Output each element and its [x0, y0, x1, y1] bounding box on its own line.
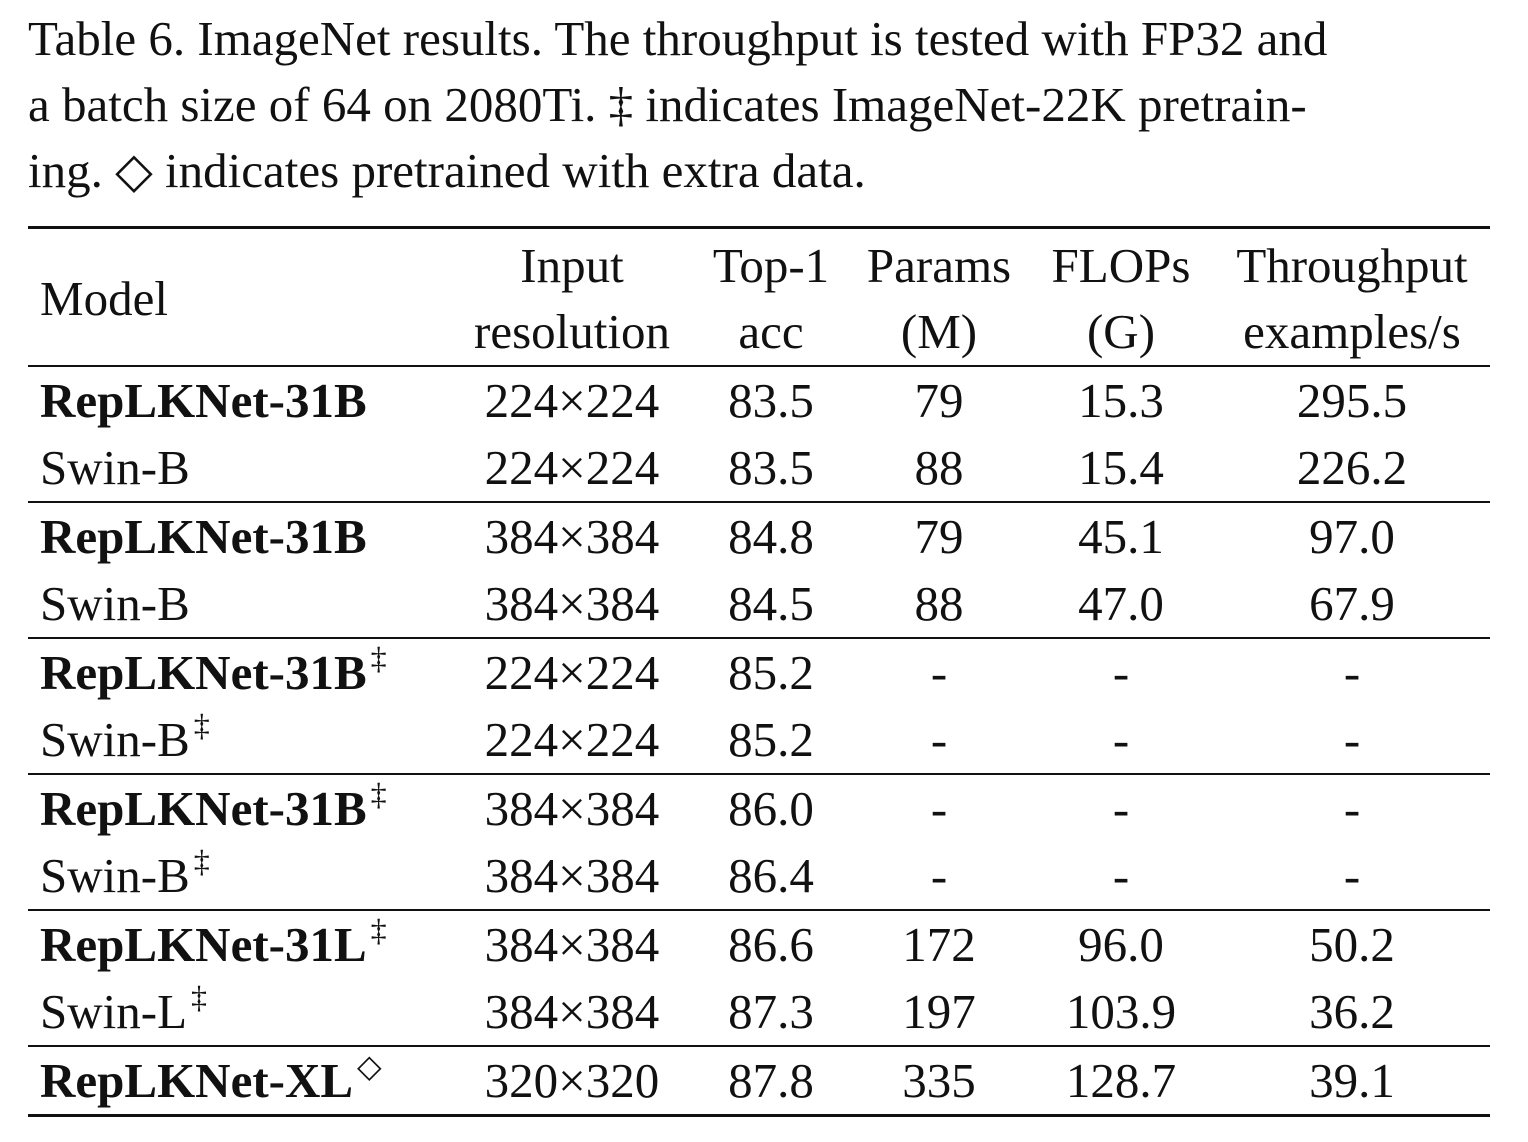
params-cell: 79 [914, 509, 964, 564]
top1-cell: 84.8 [728, 509, 814, 564]
pretrain-mark: ‡ [370, 776, 387, 812]
resolution-cell: 384×384 [484, 917, 660, 972]
resolution-cell: 384×384 [484, 984, 660, 1039]
params-cell: 172 [902, 917, 976, 972]
header-throughput-line2: examples/s [1243, 304, 1461, 359]
params-cell: - [930, 848, 948, 903]
pretrain-mark: ‡ [193, 843, 210, 879]
throughput-cell: - [1343, 645, 1361, 700]
flops-cell: - [1112, 712, 1130, 767]
model-cell [28, 1046, 452, 1116]
flops-cell: 96.0 [1078, 917, 1164, 972]
model-cell [28, 502, 452, 570]
resolution-cell: 384×384 [484, 576, 660, 631]
params-cell: - [930, 712, 948, 767]
results-table [28, 226, 1490, 1117]
model-name: RepLKNet-31L [40, 917, 367, 972]
table-row [28, 502, 1490, 570]
table-row [28, 366, 1490, 434]
flops-cell: 128.7 [1065, 1053, 1177, 1108]
model-name: Swin-B [40, 848, 190, 903]
header-flops-line1: FLOPs [1051, 238, 1191, 293]
throughput-cell: - [1343, 781, 1361, 836]
throughput-cell: 226.2 [1296, 440, 1408, 495]
caption-line-1: Table 6. ImageNet results. The throughput is tested with FP32 and [28, 11, 1328, 66]
header-params-line2: (M) [900, 304, 978, 359]
flops-cell: 15.4 [1078, 440, 1164, 495]
header-input-line2: resolution [474, 304, 670, 359]
params-cell: 88 [914, 440, 964, 495]
model-cell [28, 366, 452, 434]
model-name: Swin-B [40, 440, 190, 495]
results-table-container [28, 226, 1490, 1117]
resolution-cell: 384×384 [484, 848, 660, 903]
model-cell [28, 570, 452, 638]
model-name: RepLKNet-31B [40, 373, 367, 428]
resolution-cell: 224×224 [484, 712, 660, 767]
pretrain-mark: ‡ [191, 979, 207, 1015]
top1-cell: 85.2 [728, 645, 814, 700]
model-cell [28, 638, 452, 706]
header-throughput-line1: Throughput [1236, 238, 1468, 293]
resolution-cell: 224×224 [484, 645, 660, 700]
params-cell: 88 [914, 576, 964, 631]
model-cell [28, 774, 452, 842]
throughput-cell: 67.9 [1309, 576, 1395, 631]
table-row [28, 1046, 1490, 1116]
header-input-line1: Input [520, 238, 624, 293]
flops-cell: - [1112, 645, 1130, 700]
params-cell: 197 [902, 984, 976, 1039]
flops-cell: - [1112, 848, 1130, 903]
top1-cell: 83.5 [728, 440, 814, 495]
resolution-cell: 384×384 [484, 509, 660, 564]
model-name: Swin-B [40, 712, 190, 767]
top1-cell: 86.6 [728, 917, 814, 972]
flops-cell: 103.9 [1065, 984, 1177, 1039]
caption-line-3: ing. ◇ indicates pretrained with extra data. [28, 143, 866, 198]
model-name: RepLKNet-31B [40, 781, 367, 836]
params-cell: 335 [902, 1053, 976, 1108]
table-row [28, 842, 1490, 910]
throughput-cell: 97.0 [1309, 509, 1395, 564]
header-top1-line2: acc [738, 304, 804, 359]
table-row [28, 910, 1490, 978]
pretrain-mark: ‡ [370, 640, 387, 676]
top1-cell: 87.3 [728, 984, 814, 1039]
model-name: RepLKNet-XL [40, 1053, 354, 1108]
resolution-cell: 384×384 [484, 781, 660, 836]
caption-line-2: a batch size of 64 on 2080Ti. ‡ indicates ImageNet-22K pretrain- [28, 77, 1307, 132]
model-name: RepLKNet-31B [40, 645, 367, 700]
throughput-cell: - [1343, 848, 1361, 903]
table-row [28, 570, 1490, 638]
model-name: RepLKNet-31B [40, 509, 367, 564]
table-row [28, 706, 1490, 774]
top1-cell: 86.4 [728, 848, 814, 903]
top1-cell: 86.0 [728, 781, 814, 836]
header-flops-line2: (G) [1086, 304, 1156, 359]
header-params-line1: Params [866, 238, 1012, 293]
throughput-cell: 50.2 [1309, 917, 1395, 972]
params-cell: - [930, 645, 948, 700]
top1-cell: 84.5 [728, 576, 814, 631]
top1-cell: 87.8 [728, 1053, 814, 1108]
pretrain-mark: ‡ [370, 912, 387, 948]
resolution-cell: 320×320 [484, 1053, 660, 1108]
model-name: Swin-L [40, 984, 187, 1039]
top1-cell: 83.5 [728, 373, 814, 428]
params-cell: - [930, 781, 948, 836]
table-row [28, 638, 1490, 706]
resolution-cell: 224×224 [484, 440, 660, 495]
params-cell: 79 [914, 373, 964, 428]
model-cell [28, 434, 452, 502]
resolution-cell: 224×224 [484, 373, 660, 428]
flops-cell: 45.1 [1078, 509, 1164, 564]
header-row-1 [28, 228, 1490, 300]
table-row [28, 774, 1490, 842]
extra-data-mark: ◇ [357, 1048, 382, 1084]
throughput-cell: 39.1 [1309, 1053, 1395, 1108]
pretrain-mark: ‡ [193, 707, 210, 743]
flops-cell: 15.3 [1078, 373, 1164, 428]
throughput-cell: 36.2 [1309, 984, 1395, 1039]
header-model: Model [40, 271, 168, 326]
table-row [28, 978, 1490, 1046]
top1-cell: 85.2 [728, 712, 814, 767]
model-name: Swin-B [40, 576, 190, 631]
header-top1-line1: Top-1 [712, 238, 830, 293]
throughput-cell: 295.5 [1296, 373, 1408, 428]
model-cell [28, 842, 452, 910]
flops-cell: - [1112, 781, 1130, 836]
table-caption [28, 6, 1498, 204]
model-cell [28, 706, 452, 774]
flops-cell: 47.0 [1078, 576, 1164, 631]
model-cell [28, 910, 452, 978]
model-cell [28, 978, 452, 1046]
throughput-cell: - [1343, 712, 1361, 767]
table-row [28, 434, 1490, 502]
